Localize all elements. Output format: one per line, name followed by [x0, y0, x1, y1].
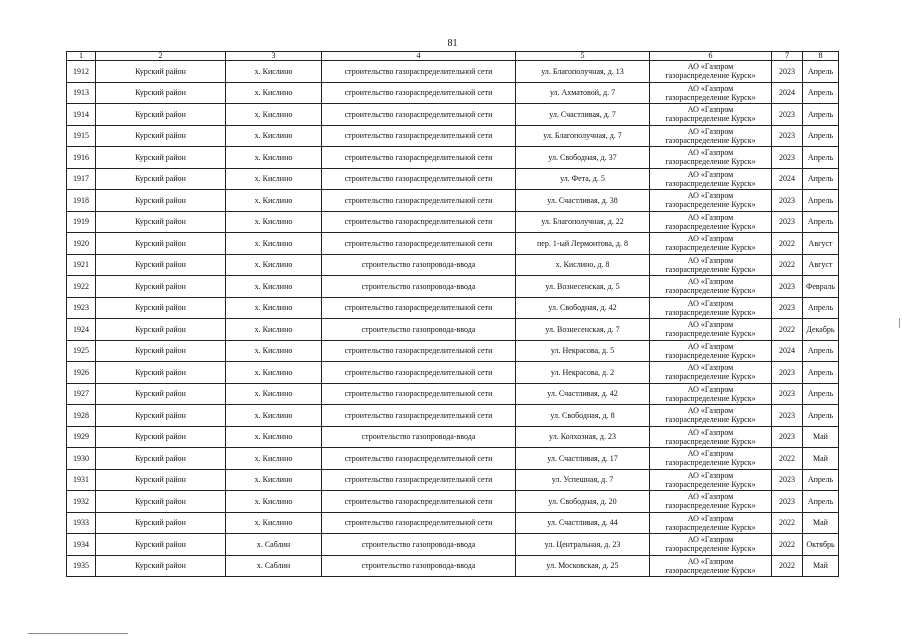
- row-number-cell: 1919: [67, 211, 96, 233]
- table-row: [67, 383, 839, 405]
- year-cell: 2022: [772, 555, 803, 577]
- company-line-1: АО «Газпром: [687, 470, 734, 480]
- year-cell: 2023: [772, 362, 803, 384]
- month-cell: Октябрь: [803, 534, 839, 556]
- company-line-2: газораспределение Курск»: [665, 372, 756, 382]
- district-cell: Курский район: [96, 512, 226, 534]
- address-cell: ул. Благополучная, д. 13: [516, 61, 650, 83]
- company-cell: [650, 125, 772, 147]
- district-cell: Курский район: [96, 383, 226, 405]
- settlement-cell: х. Саблин: [226, 534, 322, 556]
- row-number-cell: 1922: [67, 276, 96, 298]
- company-line-1: АО «Газпром: [687, 513, 734, 523]
- company-line-2: газораспределение Курск»: [665, 415, 756, 425]
- work-type-cell: строительство газораспределительной сети: [322, 448, 516, 470]
- district-cell: Курский район: [96, 426, 226, 448]
- row-number-cell: 1934: [67, 534, 96, 556]
- company-line-2: газораспределение Курск»: [665, 436, 756, 446]
- settlement-cell: х. Кислино: [226, 491, 322, 513]
- company-cell: [650, 276, 772, 298]
- address-cell: ул. Московская, д. 25: [516, 555, 650, 577]
- month-cell: Февраль: [803, 276, 839, 298]
- row-number-cell: 1931: [67, 469, 96, 491]
- address-cell: ул. Центральная, д. 23: [516, 534, 650, 556]
- column-header: 2: [96, 52, 226, 61]
- company-line-1: АО «Газпром: [687, 298, 734, 308]
- month-cell: Август: [803, 233, 839, 255]
- row-number-cell: 1916: [67, 147, 96, 169]
- work-type-cell: строительство газораспределительной сети: [322, 125, 516, 147]
- work-type-cell: строительство газораспределительной сети: [322, 405, 516, 427]
- row-number-cell: 1927: [67, 383, 96, 405]
- month-cell: Апрель: [803, 104, 839, 126]
- address-cell: ул. Вознесенская, д. 7: [516, 319, 650, 341]
- row-number-cell: 1924: [67, 319, 96, 341]
- company-line-2: газораспределение Курск»: [665, 501, 756, 511]
- table-row: [67, 254, 839, 276]
- company-line-1: АО «Газпром: [687, 148, 734, 158]
- work-type-cell: строительство газопровода-ввода: [322, 555, 516, 577]
- table-row: [67, 555, 839, 577]
- settlement-cell: х. Кислино: [226, 426, 322, 448]
- company-cell: [650, 61, 772, 83]
- company-line-1: АО «Газпром: [687, 277, 734, 287]
- district-cell: Курский район: [96, 491, 226, 513]
- table-row: [67, 469, 839, 491]
- company-cell: [650, 512, 772, 534]
- column-header: 4: [322, 52, 516, 61]
- company-line-2: газораспределение Курск»: [665, 329, 756, 339]
- company-line-2: газораспределение Курск»: [665, 286, 756, 296]
- company-line-1: АО «Газпром: [687, 556, 734, 566]
- row-number-cell: 1921: [67, 254, 96, 276]
- month-cell: Май: [803, 426, 839, 448]
- year-cell: 2024: [772, 340, 803, 362]
- row-number-cell: 1925: [67, 340, 96, 362]
- year-cell: 2022: [772, 319, 803, 341]
- address-cell: ул. Некрасова, д. 5: [516, 340, 650, 362]
- work-type-cell: строительство газораспределительной сети: [322, 61, 516, 83]
- margin-mark: [899, 318, 900, 328]
- company-cell: [650, 104, 772, 126]
- month-cell: Апрель: [803, 405, 839, 427]
- work-type-cell: строительство газораспределительной сети: [322, 362, 516, 384]
- district-cell: Курский район: [96, 61, 226, 83]
- work-type-cell: строительство газораспределительной сети: [322, 340, 516, 362]
- work-type-cell: строительство газораспределительной сети: [322, 469, 516, 491]
- company-line-2: газораспределение Курск»: [665, 544, 756, 554]
- year-cell: 2022: [772, 448, 803, 470]
- column-header: 7: [772, 52, 803, 61]
- settlement-cell: х. Кислино: [226, 254, 322, 276]
- work-type-cell: строительство газопровода-ввода: [322, 276, 516, 298]
- work-type-cell: строительство газопровода-ввода: [322, 254, 516, 276]
- company-cell: [650, 233, 772, 255]
- settlement-cell: х. Кислино: [226, 362, 322, 384]
- row-number-cell: 1933: [67, 512, 96, 534]
- year-cell: 2023: [772, 104, 803, 126]
- district-cell: Курский район: [96, 362, 226, 384]
- page-number: 81: [447, 38, 458, 49]
- settlement-cell: х. Кислино: [226, 405, 322, 427]
- company-line-2: газораспределение Курск»: [665, 458, 756, 468]
- settlement-cell: х. Кислино: [226, 276, 322, 298]
- address-cell: ул. Колхозная, д. 23: [516, 426, 650, 448]
- company-line-1: АО «Газпром: [687, 83, 734, 93]
- table-row: [67, 362, 839, 384]
- month-cell: Апрель: [803, 297, 839, 319]
- company-line-2: газораспределение Курск»: [665, 243, 756, 253]
- month-cell: Май: [803, 555, 839, 577]
- company-cell: [650, 383, 772, 405]
- row-number-cell: 1935: [67, 555, 96, 577]
- table-row: [67, 448, 839, 470]
- address-cell: ул. Свободная, д. 42: [516, 297, 650, 319]
- table-row: [67, 426, 839, 448]
- company-line-1: АО «Газпром: [687, 169, 734, 179]
- column-header: 1: [67, 52, 96, 61]
- settlement-cell: х. Кислино: [226, 448, 322, 470]
- address-cell: ул. Свободная, д. 8: [516, 405, 650, 427]
- company-cell: [650, 448, 772, 470]
- row-number-cell: 1915: [67, 125, 96, 147]
- row-number-cell: 1923: [67, 297, 96, 319]
- row-number-cell: 1926: [67, 362, 96, 384]
- company-cell: [650, 297, 772, 319]
- settlement-cell: х. Кислино: [226, 512, 322, 534]
- company-line-2: газораспределение Курск»: [665, 565, 756, 575]
- company-cell: [650, 362, 772, 384]
- company-line-2: газораспределение Курск»: [665, 479, 756, 489]
- document-table: [66, 51, 839, 577]
- month-cell: Апрель: [803, 469, 839, 491]
- year-cell: 2023: [772, 125, 803, 147]
- company-line-1: АО «Газпром: [687, 492, 734, 502]
- company-cell: [650, 491, 772, 513]
- district-cell: Курский район: [96, 340, 226, 362]
- month-cell: Апрель: [803, 82, 839, 104]
- company-line-2: газораспределение Курск»: [665, 350, 756, 360]
- settlement-cell: х. Кислино: [226, 82, 322, 104]
- work-type-cell: строительство газораспределительной сети: [322, 168, 516, 190]
- year-cell: 2023: [772, 405, 803, 427]
- district-cell: Курский район: [96, 448, 226, 470]
- district-cell: Курский район: [96, 254, 226, 276]
- work-type-cell: строительство газораспределительной сети: [322, 190, 516, 212]
- district-cell: Курский район: [96, 168, 226, 190]
- table-row: [67, 190, 839, 212]
- district-cell: Курский район: [96, 469, 226, 491]
- year-cell: 2022: [772, 254, 803, 276]
- row-number-cell: 1912: [67, 61, 96, 83]
- column-header: 5: [516, 52, 650, 61]
- table-row: [67, 168, 839, 190]
- company-cell: [650, 534, 772, 556]
- year-cell: 2023: [772, 276, 803, 298]
- company-line-1: АО «Газпром: [687, 234, 734, 244]
- row-number-cell: 1930: [67, 448, 96, 470]
- company-cell: [650, 340, 772, 362]
- work-type-cell: строительство газораспределительной сети: [322, 491, 516, 513]
- company-line-2: газораспределение Курск»: [665, 135, 756, 145]
- month-cell: Апрель: [803, 491, 839, 513]
- district-cell: Курский район: [96, 233, 226, 255]
- settlement-cell: х. Саблин: [226, 555, 322, 577]
- settlement-cell: х. Кислино: [226, 61, 322, 83]
- company-line-2: газораспределение Курск»: [665, 522, 756, 532]
- work-type-cell: строительство газопровода-ввода: [322, 534, 516, 556]
- company-line-1: АО «Газпром: [687, 320, 734, 330]
- district-cell: Курский район: [96, 104, 226, 126]
- company-line-1: АО «Газпром: [687, 191, 734, 201]
- address-cell: ул. Свободная, д. 20: [516, 491, 650, 513]
- year-cell: 2023: [772, 61, 803, 83]
- work-type-cell: строительство газораспределительной сети: [322, 82, 516, 104]
- table-row: [67, 125, 839, 147]
- table-row: [67, 319, 839, 341]
- year-cell: 2023: [772, 469, 803, 491]
- settlement-cell: х. Кислино: [226, 125, 322, 147]
- row-number-cell: 1917: [67, 168, 96, 190]
- month-cell: Апрель: [803, 61, 839, 83]
- address-cell: пер. 1-ый Лермонтова, д. 8: [516, 233, 650, 255]
- company-line-2: газораспределение Курск»: [665, 393, 756, 403]
- work-type-cell: строительство газораспределительной сети: [322, 512, 516, 534]
- company-line-1: АО «Газпром: [687, 62, 734, 72]
- address-cell: ул. Вознесенская, д. 5: [516, 276, 650, 298]
- company-cell: [650, 211, 772, 233]
- company-line-2: газораспределение Курск»: [665, 157, 756, 167]
- table-row: [67, 491, 839, 513]
- address-cell: ул. Некрасова, д. 2: [516, 362, 650, 384]
- table-row: [67, 233, 839, 255]
- company-cell: [650, 147, 772, 169]
- settlement-cell: х. Кислино: [226, 147, 322, 169]
- row-number-cell: 1928: [67, 405, 96, 427]
- year-cell: 2023: [772, 297, 803, 319]
- district-cell: Курский район: [96, 211, 226, 233]
- row-number-cell: 1914: [67, 104, 96, 126]
- table-row: [67, 534, 839, 556]
- settlement-cell: х. Кислино: [226, 340, 322, 362]
- district-cell: Курский район: [96, 276, 226, 298]
- company-line-1: АО «Газпром: [687, 212, 734, 222]
- table-row: [67, 82, 839, 104]
- address-cell: ул. Счастливая, д. 44: [516, 512, 650, 534]
- work-type-cell: строительство газопровода-ввода: [322, 319, 516, 341]
- row-number-cell: 1929: [67, 426, 96, 448]
- address-cell: ул. Фета, д. 5: [516, 168, 650, 190]
- work-type-cell: строительство газораспределительной сети: [322, 383, 516, 405]
- address-cell: ул. Счастливая, д. 42: [516, 383, 650, 405]
- company-line-1: АО «Газпром: [687, 427, 734, 437]
- month-cell: Май: [803, 448, 839, 470]
- company-line-1: АО «Газпром: [687, 255, 734, 265]
- table-row: [67, 297, 839, 319]
- address-cell: ул. Благополучная, д. 22: [516, 211, 650, 233]
- company-line-1: АО «Газпром: [687, 535, 734, 545]
- column-number-row: [67, 52, 839, 61]
- table-row: [67, 512, 839, 534]
- year-cell: 2022: [772, 512, 803, 534]
- month-cell: Апрель: [803, 362, 839, 384]
- table-row: [67, 405, 839, 427]
- table-body: [67, 61, 839, 577]
- company-line-2: газораспределение Курск»: [665, 92, 756, 102]
- district-cell: Курский район: [96, 125, 226, 147]
- column-header: 3: [226, 52, 322, 61]
- work-type-cell: строительство газопровода-ввода: [322, 426, 516, 448]
- address-cell: ул. Ахматовой, д. 7: [516, 82, 650, 104]
- table-row: [67, 147, 839, 169]
- settlement-cell: х. Кислино: [226, 104, 322, 126]
- company-line-2: газораспределение Курск»: [665, 178, 756, 188]
- table-row: [67, 61, 839, 83]
- year-cell: 2024: [772, 168, 803, 190]
- year-cell: 2022: [772, 534, 803, 556]
- address-cell: х. Кислино, д. 8: [516, 254, 650, 276]
- company-cell: [650, 319, 772, 341]
- work-type-cell: строительство газораспределительной сети: [322, 211, 516, 233]
- address-cell: ул. Свободная, д. 37: [516, 147, 650, 169]
- address-cell: ул. Счастливая, д. 7: [516, 104, 650, 126]
- company-line-1: АО «Газпром: [687, 384, 734, 394]
- company-line-2: газораспределение Курск»: [665, 221, 756, 231]
- company-line-1: АО «Газпром: [687, 341, 734, 351]
- district-cell: Курский район: [96, 147, 226, 169]
- company-cell: [650, 168, 772, 190]
- work-type-cell: строительство газораспределительной сети: [322, 233, 516, 255]
- company-line-2: газораспределение Курск»: [665, 114, 756, 124]
- settlement-cell: х. Кислино: [226, 383, 322, 405]
- district-cell: Курский район: [96, 555, 226, 577]
- month-cell: Апрель: [803, 190, 839, 212]
- address-cell: ул. Успешная, д. 7: [516, 469, 650, 491]
- settlement-cell: х. Кислино: [226, 211, 322, 233]
- month-cell: Май: [803, 512, 839, 534]
- company-cell: [650, 82, 772, 104]
- company-cell: [650, 190, 772, 212]
- company-cell: [650, 405, 772, 427]
- district-cell: Курский район: [96, 319, 226, 341]
- company-line-2: газораспределение Курск»: [665, 200, 756, 210]
- settlement-cell: х. Кислино: [226, 233, 322, 255]
- month-cell: Апрель: [803, 340, 839, 362]
- year-cell: 2022: [772, 233, 803, 255]
- address-cell: ул. Благополучная, д. 7: [516, 125, 650, 147]
- district-cell: Курский район: [96, 405, 226, 427]
- company-cell: [650, 254, 772, 276]
- settlement-cell: х. Кислино: [226, 469, 322, 491]
- company-line-2: газораспределение Курск»: [665, 264, 756, 274]
- year-cell: 2023: [772, 383, 803, 405]
- column-header: 8: [803, 52, 839, 61]
- row-number-cell: 1920: [67, 233, 96, 255]
- year-cell: 2023: [772, 426, 803, 448]
- month-cell: Декабрь: [803, 319, 839, 341]
- company-line-1: АО «Газпром: [687, 126, 734, 136]
- settlement-cell: х. Кислино: [226, 319, 322, 341]
- company-cell: [650, 555, 772, 577]
- district-cell: Курский район: [96, 190, 226, 212]
- district-cell: Курский район: [96, 297, 226, 319]
- row-number-cell: 1913: [67, 82, 96, 104]
- month-cell: Апрель: [803, 383, 839, 405]
- company-cell: [650, 426, 772, 448]
- table-row: [67, 211, 839, 233]
- row-number-cell: 1932: [67, 491, 96, 513]
- table-row: [67, 104, 839, 126]
- company-line-1: АО «Газпром: [687, 363, 734, 373]
- year-cell: 2023: [772, 491, 803, 513]
- year-cell: 2024: [772, 82, 803, 104]
- company-cell: [650, 469, 772, 491]
- settlement-cell: х. Кислино: [226, 168, 322, 190]
- address-cell: ул. Счастливая, д. 38: [516, 190, 650, 212]
- company-line-2: газораспределение Курск»: [665, 71, 756, 81]
- company-line-2: газораспределение Курск»: [665, 307, 756, 317]
- district-cell: Курский район: [96, 82, 226, 104]
- work-type-cell: строительство газораспределительной сети: [322, 297, 516, 319]
- work-type-cell: строительство газораспределительной сети: [322, 104, 516, 126]
- month-cell: Апрель: [803, 125, 839, 147]
- settlement-cell: х. Кислино: [226, 190, 322, 212]
- table-row: [67, 340, 839, 362]
- company-line-1: АО «Газпром: [687, 449, 734, 459]
- year-cell: 2023: [772, 147, 803, 169]
- address-cell: ул. Счастливая, д. 17: [516, 448, 650, 470]
- month-cell: Апрель: [803, 211, 839, 233]
- footnote-rule: [28, 633, 128, 634]
- row-number-cell: 1918: [67, 190, 96, 212]
- year-cell: 2023: [772, 190, 803, 212]
- company-line-1: АО «Газпром: [687, 105, 734, 115]
- month-cell: Август: [803, 254, 839, 276]
- district-cell: Курский район: [96, 534, 226, 556]
- year-cell: 2023: [772, 211, 803, 233]
- column-header: 6: [650, 52, 772, 61]
- company-line-1: АО «Газпром: [687, 406, 734, 416]
- settlement-cell: х. Кислино: [226, 297, 322, 319]
- table-row: [67, 276, 839, 298]
- month-cell: Апрель: [803, 168, 839, 190]
- month-cell: Апрель: [803, 147, 839, 169]
- work-type-cell: строительство газораспределительной сети: [322, 147, 516, 169]
